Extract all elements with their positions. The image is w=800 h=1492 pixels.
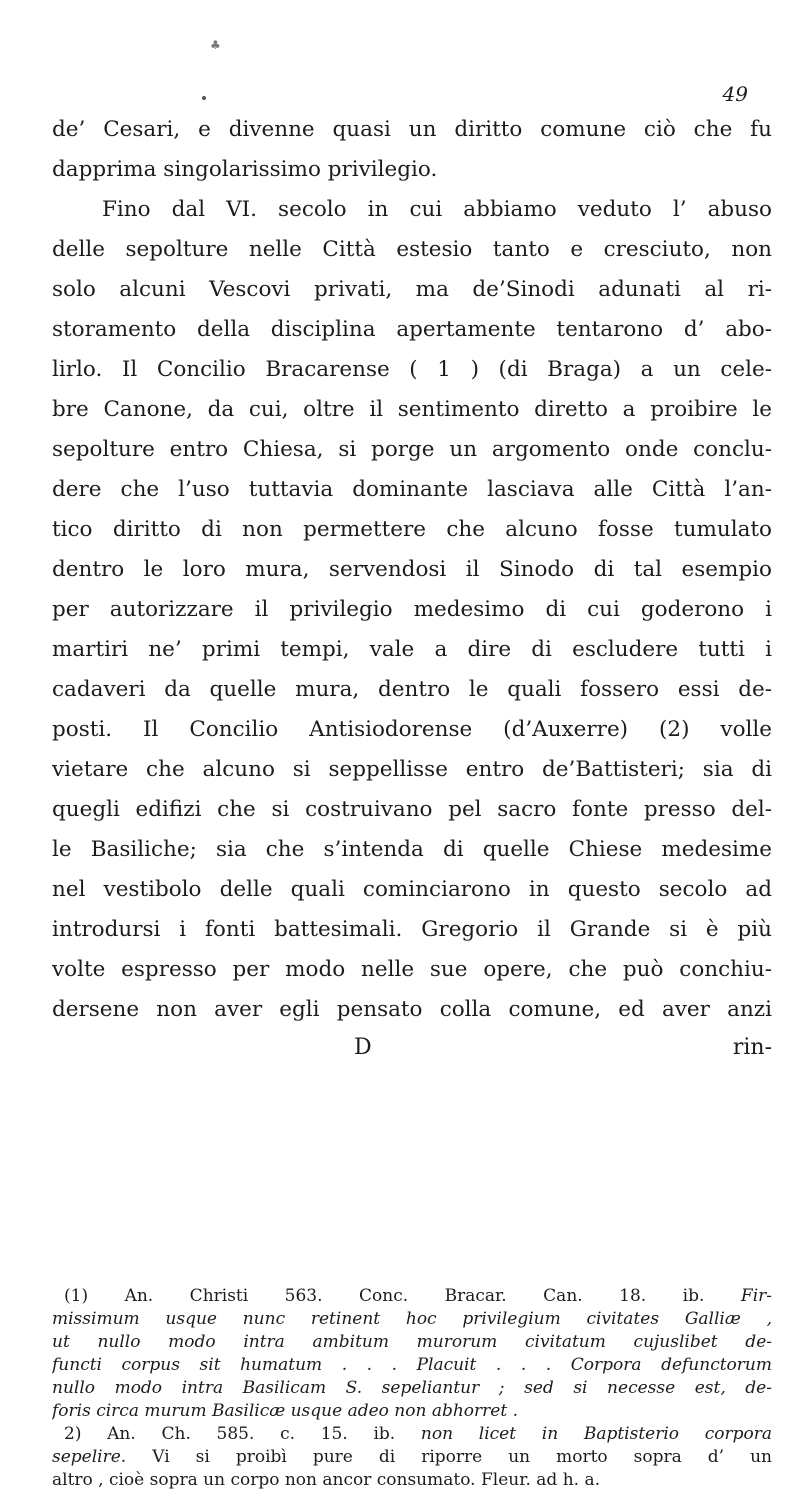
body-line: cadaveri da quelle mura, dentro le quali fossero essi de-	[52, 677, 772, 702]
body-line: introdursi i fonti battesimali. Gregorio il Grande si è più	[52, 917, 772, 942]
footnote-2-quote-end: sepelire.	[52, 1447, 127, 1467]
body-line: solo alcuni Vescovi privati, ma de’Sinodi adunati al ri-	[52, 277, 772, 302]
body-line: dere che l’uso tuttavia dominante lasciava alle Città l’an-	[52, 477, 772, 502]
footnote-2-text: Vi si proibì pure di riporre un morto sopra d’ un	[152, 1447, 772, 1467]
footnote-2-line	[52, 1446, 772, 1469]
footnote-1-quote-line: missimum usque nunc retinent hoc privilegium civitates Galliæ ,	[52, 1309, 772, 1329]
signature-row	[52, 1030, 772, 1066]
body-line: dapprima singolarissimo privilegio.	[52, 157, 438, 182]
body-line: le Basiliche; sia che s’intenda di quelle Chiese medesime	[52, 837, 772, 862]
body-line: posti. Il Concilio Antisiodorense (d’Auxerre) (2) volle	[52, 717, 772, 742]
body-line: per autorizzare il privilegio medesimo di cui goderono i	[52, 597, 772, 622]
footnote-2-line: altro , cioè sopra un corpo non ancor consumato. Fleur. ad h. a.	[52, 1470, 600, 1490]
footnote-1-quote-line: foris circa murum Basilicæ usque adeo non abhorret .	[52, 1401, 518, 1421]
body-line: lirlo. Il Concilio Bracarense ( 1 ) (di Braga) a un cele-	[52, 357, 772, 382]
body-line: dentro le loro mura, servendosi il Sinodo di tal esempio	[52, 557, 772, 582]
body-line: delle sepolture nelle Città estesio tanto e cresciuto, non	[52, 237, 772, 262]
footnote-1-quote-line: functi corpus sit humatum . . . Placuit . . . Corpora defunctorum	[52, 1355, 772, 1375]
body-line: de’ Cesari, e divenne quasi un diritto comune ciò che fu	[52, 117, 772, 142]
footnote-1-quote-start: Fir-	[740, 1286, 772, 1306]
catchword: rin-	[732, 1035, 772, 1060]
body-line: volte espresso per modo nelle sue opere, che può conchiu-	[52, 957, 772, 982]
body-line: tico diritto di non permettere che alcuno fosse tumulato	[52, 517, 772, 542]
top-printer-mark: ♣	[210, 38, 221, 52]
body-line: bre Canone, da cui, oltre il sentimento diretto a proibire le	[52, 397, 772, 422]
body-line: vietare che alcuno si seppellisse entro de’Battisteri; sia di	[52, 757, 772, 782]
body-line: nel vestibolo delle quali cominciarono in questo secolo ad	[52, 877, 772, 902]
footnote-2-quote: non licet in Baptisterio corpora	[420, 1424, 772, 1444]
footnote-1-line	[52, 1285, 772, 1308]
footnote-1-citation: (1) An. Christi 563. Conc. Bracar. Can. 18. ib.	[64, 1286, 705, 1306]
body-line: sepolture entro Chiesa, si porge un argomento onde conclu-	[52, 437, 772, 462]
page-dot-mark	[202, 96, 206, 100]
paragraph-start-line: Fino dal VI. secolo in cui abbiamo veduto l’ abuso	[102, 197, 772, 222]
page-number: 49	[722, 82, 748, 106]
signature-letter: D	[354, 1035, 372, 1060]
footnote-1-quote-line: ut nullo modo intra ambitum murorum civitatum cujuslibet de-	[52, 1332, 772, 1352]
body-line: martiri ne’ primi tempi, vale a dire di escludere tutti i	[52, 637, 772, 662]
footnote-1-quote-line: nullo modo intra Basilicam S. sepeliantur ; sed si necesse est, de-	[52, 1378, 772, 1398]
footnote-2-citation: 2) An. Ch. 585. c. 15. ib.	[64, 1424, 396, 1444]
body-line: storamento della disciplina apertamente tentarono d’ abo-	[52, 317, 772, 342]
body-line: quegli edifizi che si costruivano pel sacro fonte presso del-	[52, 797, 772, 822]
footnotes	[52, 1285, 772, 1492]
body-line: dersene non aver egli pensato colla comune, ed aver anzi	[52, 997, 772, 1022]
body-text	[52, 110, 772, 1066]
